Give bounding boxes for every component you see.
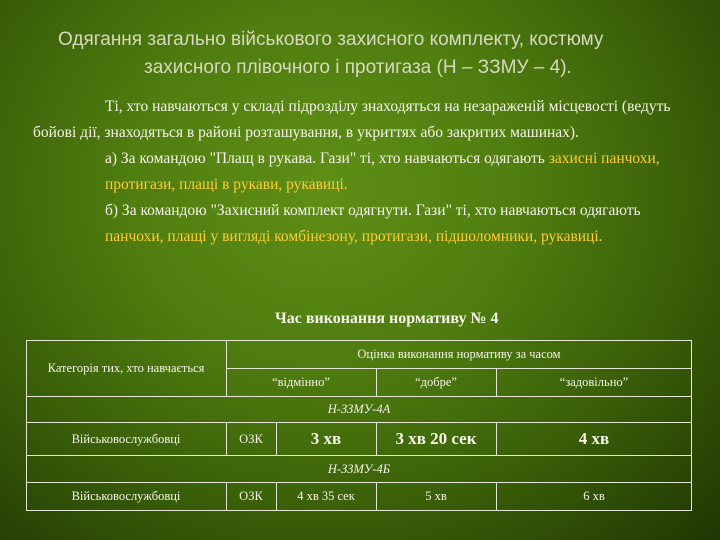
row1-equipment: ОЗК — [239, 431, 263, 446]
section-label-4b: Н-ЗЗМУ-4Б — [327, 461, 391, 476]
norm-table — [26, 340, 692, 510]
row2-satisfactory: 6 хв — [583, 489, 605, 503]
rating-header: Оцінка виконання нормативу за часом — [357, 347, 561, 361]
paragraph-2 — [33, 146, 701, 198]
grade-satisfactory-header: “задовільно” — [559, 375, 629, 389]
row1-good: 3 хв 20 сек — [395, 428, 477, 448]
paragraph-1-first: Ті, хто навчаються у складі підрозділу знаходяться на незараженій — [105, 98, 545, 115]
norm-subheading: Час виконання нормативу № 4 — [275, 310, 499, 327]
section-label-4a: Н-ЗЗМУ-4А — [327, 402, 391, 416]
grade-good-header: “добре” — [415, 375, 457, 389]
table-border-bottom — [26, 510, 692, 511]
grade-excellent-header: “відмінно” — [272, 375, 330, 389]
paragraph-3-highlight: панчохи, плащі у вигляді комбінезону, протигази, підшоломники, рукавиці. — [105, 228, 603, 245]
row1-excellent: 3 хв — [310, 428, 342, 448]
row2-good: 5 хв — [425, 489, 447, 503]
paragraph-1-rest: місцевості (ведуть бойові дії, знаходяться в районі розташування, в укриттях або закритих машинах). — [33, 98, 671, 141]
row1-satisfactory: 4 хв — [578, 428, 610, 448]
paragraph-2-highlight: захисні панчохи, протигази, плащі в рукави, рукавиці. — [105, 150, 660, 193]
paragraph-2-text: а) За командою "Плащ в рукава. Гази" ті, хто навчаються одягають — [105, 150, 549, 167]
row2-equipment: ОЗК — [239, 489, 263, 503]
paragraph-3-text: б) За командою "Захисний комплект одягнути. Гази" ті, хто навчаються одягають — [105, 202, 641, 219]
slide-title-line-2: захисного плівочного і протигаза (Н – ЗЗМУ – 4). — [144, 57, 572, 78]
row2-excellent: 4 хв 35 сек — [297, 489, 355, 503]
category-header: Категорія тих, хто навчається — [47, 361, 205, 375]
slide-title — [40, 26, 720, 82]
paragraph-1 — [33, 94, 701, 146]
row2-category: Військовослужбовці — [71, 489, 181, 503]
row1-category: Військовослужбовці — [71, 431, 181, 446]
slide-body — [33, 94, 701, 250]
paragraph-3 — [33, 198, 701, 250]
slide-title-line-1: Одягання загально військового захисного комплекту, костюму — [58, 29, 604, 50]
